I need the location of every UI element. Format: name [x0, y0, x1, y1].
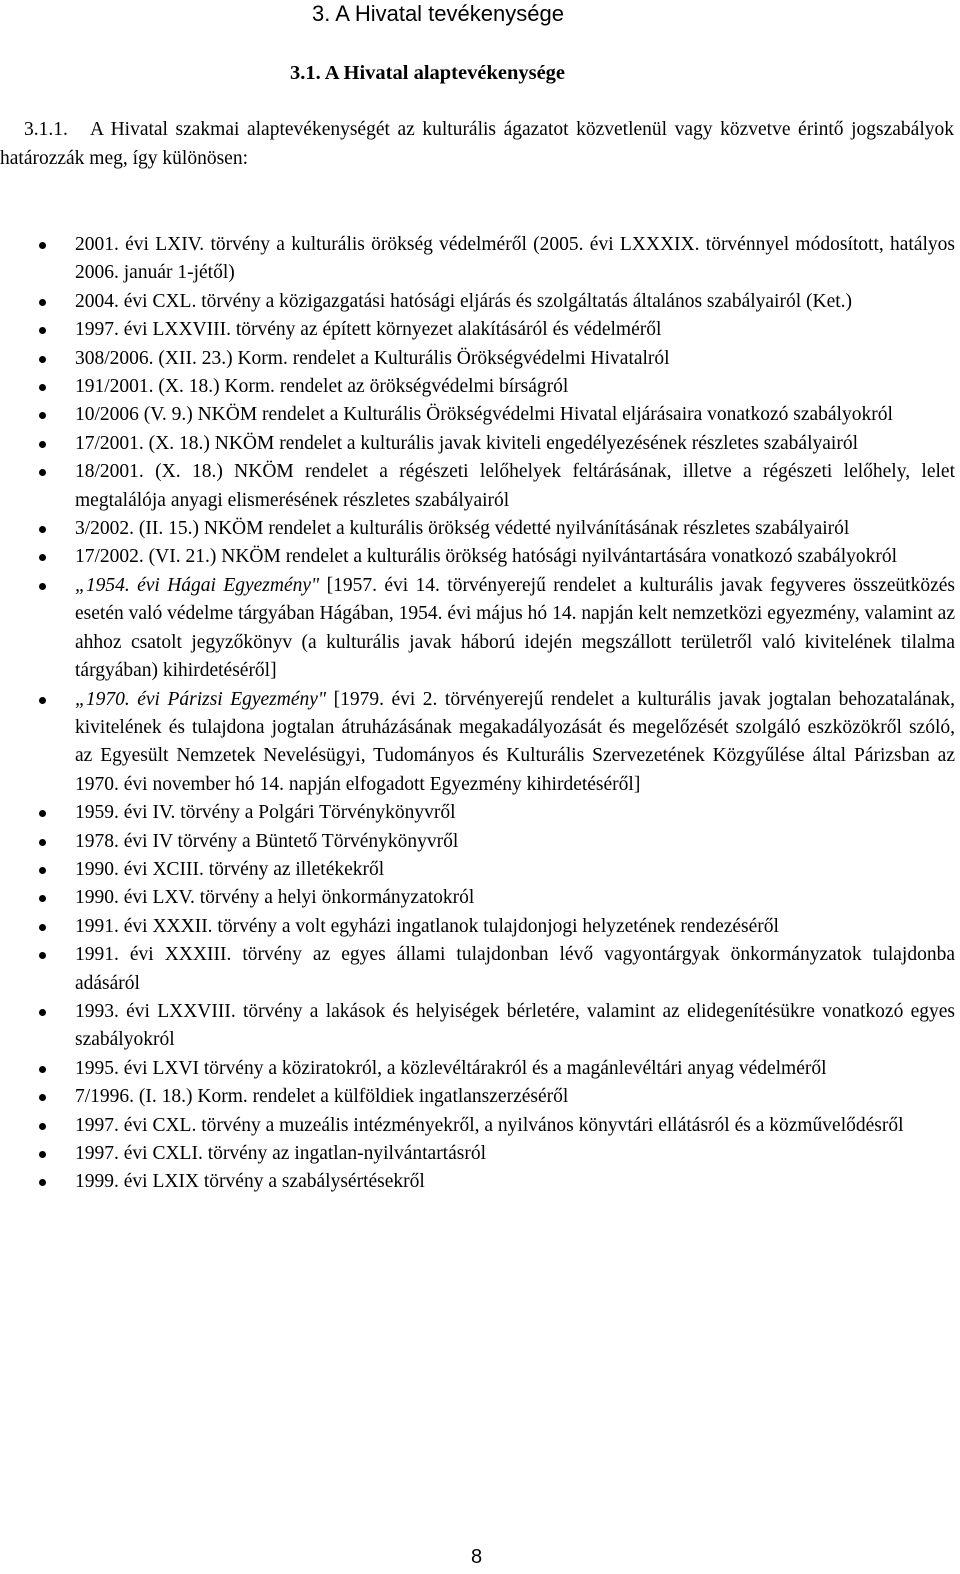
list-item [0, 316, 955, 344]
list-item-text: 1959. évi IV. törvény a Polgári Törvénykönyvről [75, 802, 456, 824]
bullet-icon [39, 554, 46, 561]
bullet-icon [39, 867, 46, 874]
bullet-icon [39, 526, 46, 533]
bullet-icon [39, 412, 46, 419]
list-item-text: 18/2001. (X. 18.) NKÖM rendelet a régészeti lelőhelyek feltárásának, illetve a régészeti lelőhely, lelet megtalálója anyagi elismerésének részletes szabályairól [75, 461, 955, 511]
list-item-text: 1997. évi CXLI. törvény az ingatlan-nyilvántartásról [75, 1143, 487, 1164]
list-item-text: 17/2001. (X. 18.) NKÖM rendelet a kulturális javak kiviteli engedélyezésének részletes szabályairól [75, 432, 858, 454]
section-heading: 3.1. A Hivatal alaptevékenysége [290, 62, 566, 84]
list-item [0, 458, 955, 515]
list-item-text [75, 686, 955, 800]
list-item [0, 430, 955, 458]
list-item [0, 288, 955, 316]
list-item-text: 1991. évi XXXIII. törvény az egyes állami tulajdonban lévő vagyontárgyak önkormányzatok tulajdonba adásáról [75, 944, 955, 994]
list-item-text: 2004. évi CXL. törvény a közigazgatási hatósági eljárás és szolgáltatás általános szabályairól (Ket.) [75, 290, 853, 312]
paragraph-number: 3.1.1. [24, 119, 68, 140]
list-item [0, 1112, 955, 1140]
bullet-icon [39, 1094, 46, 1101]
list-item-text: 17/2002. (VI. 21.) NKÖM rendelet a kulturális örökség hatósági nyilvántartására vonatkozó szabályokról [75, 546, 898, 568]
bullet-icon [39, 924, 46, 931]
bullet-icon [39, 1009, 46, 1016]
intro-paragraph [0, 115, 954, 173]
list-item [0, 1083, 955, 1111]
bullet-icon [39, 810, 46, 817]
list-item [0, 515, 955, 543]
list-item-text: 7/1996. (I. 18.) Korm. rendelet a külföldiek ingatlanszerzéséről [75, 1086, 569, 1108]
bullet-icon [39, 583, 46, 590]
bullet-icon [39, 242, 46, 249]
list-item [0, 884, 955, 912]
list-item-text: 1978. évi IV törvény a Büntető Törvénykönyvről [75, 830, 459, 852]
list-item-text: 1999. évi LXIX törvény a szabálysértésekről [75, 1171, 425, 1193]
list-item-text [75, 572, 955, 686]
bullet-icon [39, 952, 46, 959]
bullet-icon [39, 299, 46, 306]
treaty-description: [1979. évi 2. törvényerejű rendelet a kulturális javak jogtalan behozatalának, kivitelének és tulajdona jogtalan átruházásának megakadályozását és megelőzését szolgáló eszközökről szóló, az Egyesült Nemzetek Nevelésügyi, Tudományos és Kulturális Szervezetének Közgyűlése által Párizsban az 1970. évi november hó 14. napján elfogadott Egyezmény kihirdetéséről] [75, 688, 955, 795]
bullet-icon [39, 1123, 46, 1130]
list-item-text: 1993. évi LXXVIII. törvény a lakások és helyiségek bérletére, valamint az elidegenítésükre vonatkozó egyes szabályokról [75, 1000, 955, 1051]
bullet-icon [39, 1179, 46, 1186]
bullet-icon [39, 327, 46, 334]
list-item [0, 913, 955, 941]
list-item [0, 828, 955, 856]
list-item-text: 308/2006. (XII. 23.) Korm. rendelet a Kulturális Örökségvédelmi Hivatalról [75, 347, 670, 369]
bullet-icon [39, 697, 46, 704]
bullet-icon [39, 1066, 46, 1073]
treaty-description: [1957. évi 14. törvényerejű rendelet a kulturális javak fegyveres összeütközés esetén való védelme tárgyában Hágában, 1954. évi május hó 14. napján kelt nemzetközi egyezmény, valamint az ahhoz csatolt jegyzőkönyv (a kulturális javak háború idején megszállott területről való kivitelének tilalma tárgyában) kihirdetéséről] [75, 574, 955, 682]
list-item [0, 572, 955, 686]
list-item [0, 1055, 955, 1083]
list-item [0, 799, 955, 827]
list-item [0, 998, 955, 1055]
treaty-title: „1954. évi Hágai Egyezmény" [75, 574, 320, 596]
list-item-text: 1991. évi XXXII. törvény a volt egyházi ingatlanok tulajdonjogi helyzetének rendezéséről [75, 915, 779, 937]
list-item [0, 1168, 955, 1196]
bullet-icon [39, 895, 46, 902]
list-item-text: 1995. évi LXVI törvény a köziratokról, a közlevéltárakról és a magánlevéltári anyag védelméről [75, 1057, 827, 1079]
list-item [0, 373, 955, 401]
intro-text: A Hivatal szakmai alaptevékenységét az kulturális ágazatot közvetlenül vagy közvetve érintő jogszabályok határozzák meg, így különösen: [0, 119, 954, 169]
list-item-text: 1990. évi LXV. törvény a helyi önkormányzatokról [75, 887, 475, 909]
list-item-text: 10/2006 (V. 9.) NKÖM rendelet a Kulturális Örökségvédelmi Hivatal eljárásaira vonatkozó szabályokról [75, 404, 893, 426]
list-item [0, 401, 955, 429]
list-item-text: 1990. évi XCIII. törvény az illetékekről [75, 858, 385, 880]
list-item-text: 3/2002. (II. 15.) NKÖM rendelet a kulturális örökség védetté nyilvánításának részletes szabályairól [75, 518, 850, 540]
bullet-icon [39, 839, 46, 846]
legislation-list [0, 231, 955, 1197]
bullet-icon [39, 356, 46, 363]
chapter-heading: 3. A Hivatal tevékenysége [312, 1, 564, 26]
bullet-icon [39, 469, 46, 476]
list-item-text: 191/2001. (X. 18.) Korm. rendelet az örökségvédelmi bírságról [75, 376, 569, 398]
treaty-title: „1970. évi Párizsi Egyezmény" [75, 688, 327, 710]
list-item [0, 686, 955, 800]
page-number: 8 [471, 1546, 483, 1568]
list-item-text: 1997. évi CXL. törvény a muzeális intézményekről, a nyilvános könyvtári ellátásról és a közművelődésről [75, 1114, 904, 1136]
bullet-icon [39, 1151, 46, 1158]
list-item [0, 1140, 955, 1168]
list-item-text: 1997. évi LXXVIII. törvény az épített környezet alakításáról és védelméről [75, 319, 662, 341]
bullet-icon [39, 441, 46, 448]
list-item [0, 856, 955, 884]
list-item-text: 2001. évi LXIV. törvény a kulturális örökség védelméről (2005. évi LXXXIX. törvénnyel módosított, hatályos 2006. január 1-jétől) [75, 234, 955, 284]
list-item [0, 231, 955, 288]
list-item [0, 345, 955, 373]
list-item [0, 543, 955, 571]
bullet-icon [39, 384, 46, 391]
list-item [0, 941, 955, 998]
